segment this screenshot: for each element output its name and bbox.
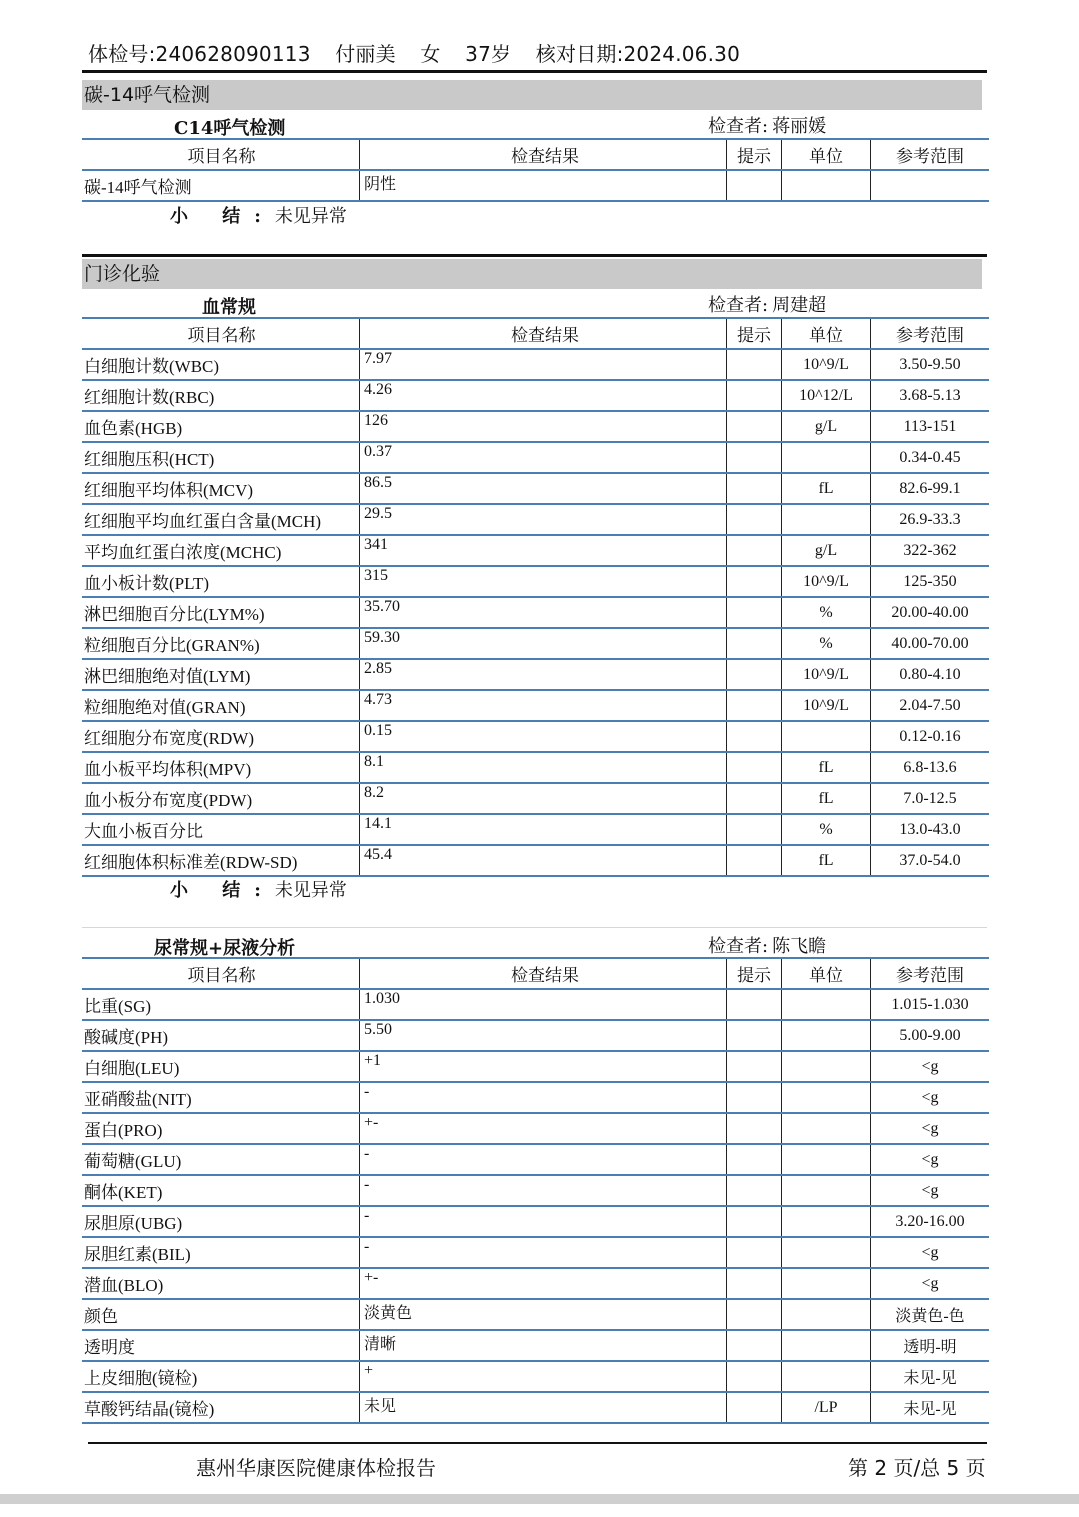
cell-unit: fL	[782, 473, 871, 504]
summary-label: 小 结:	[170, 206, 275, 227]
cell-hint	[727, 504, 782, 535]
cell-unit	[782, 1237, 871, 1268]
cell-hint	[727, 349, 782, 380]
c14-checker	[708, 112, 826, 138]
table-row	[82, 814, 989, 845]
cell-result: 35.70	[360, 597, 727, 628]
cell-result: -	[360, 1144, 727, 1175]
col-unit: 单位	[782, 139, 871, 170]
cell-result: 0.15	[360, 721, 727, 752]
footer-divider	[88, 1442, 987, 1444]
cell-range	[871, 170, 990, 201]
table-row	[82, 535, 989, 566]
cell-result: 86.5	[360, 473, 727, 504]
cell-unit	[782, 1268, 871, 1299]
col-result: 检查结果	[360, 318, 727, 349]
summary-label: 小 结:	[170, 880, 275, 901]
col-range: 参考范围	[871, 318, 990, 349]
cell-unit: /LP	[782, 1392, 871, 1423]
cell-hint	[727, 1113, 782, 1144]
table-row	[82, 1144, 989, 1175]
cell-range: 0.80-4.10	[871, 659, 990, 690]
cell-range: 0.12-0.16	[871, 721, 990, 752]
cell-unit: 10^9/L	[782, 349, 871, 380]
cell-hint	[727, 1268, 782, 1299]
section-band-c14: 碳-14呼气检测	[82, 80, 982, 110]
cell-item: 红细胞平均体积(MCV)	[82, 473, 360, 504]
c14-table-body	[82, 170, 989, 201]
cell-result: 45.4	[360, 845, 727, 876]
col-hint: 提示	[727, 318, 782, 349]
col-hint: 提示	[727, 958, 782, 989]
table-row	[82, 1237, 989, 1268]
table-row	[82, 690, 989, 721]
checker-name: 陈飞瞻	[772, 936, 827, 957]
cell-unit: fL	[782, 752, 871, 783]
cell-item: 红细胞体积标准差(RDW-SD)	[82, 845, 360, 876]
urine-checker	[708, 932, 826, 958]
cell-unit: fL	[782, 845, 871, 876]
cell-result: 8.1	[360, 752, 727, 783]
col-result: 检查结果	[360, 958, 727, 989]
cell-hint	[727, 814, 782, 845]
cell-unit: 10^12/L	[782, 380, 871, 411]
table-row	[82, 380, 989, 411]
cell-range: 3.50-9.50	[871, 349, 990, 380]
cell-item: 比重(SG)	[82, 989, 360, 1020]
col-item: 项目名称	[82, 139, 360, 170]
cell-unit: fL	[782, 783, 871, 814]
cell-result: -	[360, 1175, 727, 1206]
cell-item: 蛋白(PRO)	[82, 1113, 360, 1144]
cell-hint	[727, 1020, 782, 1051]
cell-result: +1	[360, 1051, 727, 1082]
table-row	[82, 566, 989, 597]
cell-range: 未见-见	[871, 1361, 990, 1392]
cell-result: 14.1	[360, 814, 727, 845]
c14-table	[82, 138, 989, 202]
cell-result: -	[360, 1082, 727, 1113]
cell-hint	[727, 659, 782, 690]
checker-label: 检查者:	[708, 116, 769, 137]
cell-unit	[782, 721, 871, 752]
cell-range: 113-151	[871, 411, 990, 442]
table-row	[82, 411, 989, 442]
cell-item: 粒细胞绝对值(GRAN)	[82, 690, 360, 721]
cell-item: 草酸钙结晶(镜检)	[82, 1392, 360, 1423]
cell-unit: 10^9/L	[782, 659, 871, 690]
cell-result: 5.50	[360, 1020, 727, 1051]
cell-unit	[782, 1082, 871, 1113]
cell-result: 未见	[360, 1392, 727, 1423]
cell-result: 1.030	[360, 989, 727, 1020]
cell-hint	[727, 170, 782, 201]
cell-unit: %	[782, 597, 871, 628]
cell-unit	[782, 1144, 871, 1175]
cell-result: -	[360, 1206, 727, 1237]
cell-result: 2.85	[360, 659, 727, 690]
cell-range: <g	[871, 1175, 990, 1206]
patient-sex: 女	[420, 42, 441, 66]
cell-result: +-	[360, 1268, 727, 1299]
cell-range: <g	[871, 1268, 990, 1299]
cell-range: <g	[871, 1113, 990, 1144]
cell-hint	[727, 1361, 782, 1392]
cell-item: 尿胆原(UBG)	[82, 1206, 360, 1237]
cell-hint	[727, 1206, 782, 1237]
cell-result: +-	[360, 1113, 727, 1144]
patient-name: 付丽美	[335, 42, 396, 66]
cell-item: 潜血(BLO)	[82, 1268, 360, 1299]
table-row	[82, 1268, 989, 1299]
cell-range: 透明-明	[871, 1330, 990, 1361]
checker-name: 蒋丽媛	[772, 116, 827, 137]
cell-hint	[727, 411, 782, 442]
section-divider-outpatient	[82, 254, 987, 257]
cell-range: 3.68-5.13	[871, 380, 990, 411]
cell-range: 5.00-9.00	[871, 1020, 990, 1051]
col-hint: 提示	[727, 139, 782, 170]
cell-item: 平均血红蛋白浓度(MCHC)	[82, 535, 360, 566]
cell-hint	[727, 1392, 782, 1423]
cell-hint	[727, 535, 782, 566]
c14-summary	[170, 202, 347, 228]
table-row	[82, 1175, 989, 1206]
summary-text: 未见异常	[274, 206, 347, 227]
cell-item: 大血小板百分比	[82, 814, 360, 845]
cell-unit	[782, 1175, 871, 1206]
table-row	[82, 721, 989, 752]
cell-item: 葡萄糖(GLU)	[82, 1144, 360, 1175]
cell-hint	[727, 1299, 782, 1330]
checker-label: 检查者:	[708, 936, 769, 957]
table-row	[82, 1361, 989, 1392]
cell-unit	[782, 1051, 871, 1082]
table-row	[82, 1392, 989, 1423]
cell-result: 淡黄色	[360, 1299, 727, 1330]
cell-unit	[782, 1299, 871, 1330]
cell-hint	[727, 442, 782, 473]
table-row	[82, 1206, 989, 1237]
cell-range: 1.015-1.030	[871, 989, 990, 1020]
table-row	[82, 1020, 989, 1051]
col-range: 参考范围	[871, 958, 990, 989]
footer-page-number: 第 2 页/总 5 页	[848, 1456, 986, 1480]
cell-range: 3.20-16.00	[871, 1206, 990, 1237]
section-band-outpatient: 门诊化验	[82, 259, 982, 289]
table-row	[82, 1299, 989, 1330]
cell-unit	[782, 1206, 871, 1237]
cell-item: 透明度	[82, 1330, 360, 1361]
cell-result: 59.30	[360, 628, 727, 659]
col-unit: 单位	[782, 958, 871, 989]
cell-item: 酮体(KET)	[82, 1175, 360, 1206]
cell-hint	[727, 473, 782, 504]
verify-date: 核对日期:2024.06.30	[535, 42, 741, 66]
table-row	[82, 442, 989, 473]
cell-range: <g	[871, 1237, 990, 1268]
cell-item: 白细胞计数(WBC)	[82, 349, 360, 380]
cell-unit: %	[782, 628, 871, 659]
col-unit: 单位	[782, 318, 871, 349]
table-row	[82, 1082, 989, 1113]
cell-result: 8.2	[360, 783, 727, 814]
cell-result: 0.37	[360, 442, 727, 473]
table-row	[82, 597, 989, 628]
col-item: 项目名称	[82, 318, 360, 349]
cell-result: 清晰	[360, 1330, 727, 1361]
cell-range: <g	[871, 1082, 990, 1113]
cell-range: 26.9-33.3	[871, 504, 990, 535]
urine-table-body	[82, 989, 989, 1423]
cell-item: 上皮细胞(镜检)	[82, 1361, 360, 1392]
cell-unit	[782, 1020, 871, 1051]
cell-range: 未见-见	[871, 1392, 990, 1423]
table-row	[82, 473, 989, 504]
blood-table-body	[82, 349, 989, 876]
table-row	[82, 1113, 989, 1144]
cell-range: <g	[871, 1051, 990, 1082]
urine-divider	[82, 927, 987, 928]
cell-item: 酸碱度(PH)	[82, 1020, 360, 1051]
cell-item: 红细胞压积(HCT)	[82, 442, 360, 473]
cell-result: -	[360, 1237, 727, 1268]
cell-unit: %	[782, 814, 871, 845]
cell-range: 20.00-40.00	[871, 597, 990, 628]
checker-name: 周建超	[772, 295, 827, 316]
cell-unit	[782, 989, 871, 1020]
col-result: 检查结果	[360, 139, 727, 170]
cell-hint	[727, 1051, 782, 1082]
cell-range: 淡黄色-色	[871, 1299, 990, 1330]
cell-item: 颜色	[82, 1299, 360, 1330]
cell-unit: 10^9/L	[782, 566, 871, 597]
cell-hint	[727, 752, 782, 783]
blood-table	[82, 317, 989, 877]
cell-unit: g/L	[782, 535, 871, 566]
table-row	[82, 628, 989, 659]
patient-age: 37岁	[465, 42, 512, 66]
table-row	[82, 752, 989, 783]
cell-item: 白细胞(LEU)	[82, 1051, 360, 1082]
table-row	[82, 170, 989, 201]
cell-range: 125-350	[871, 566, 990, 597]
cell-unit: g/L	[782, 411, 871, 442]
cell-hint	[727, 597, 782, 628]
cell-item: 粒细胞百分比(GRAN%)	[82, 628, 360, 659]
cell-item: 淋巴细胞百分比(LYM%)	[82, 597, 360, 628]
cell-result: 阴性	[360, 170, 727, 201]
blood-summary	[170, 876, 347, 902]
cell-unit	[782, 1113, 871, 1144]
cell-hint	[727, 1175, 782, 1206]
report-header	[88, 38, 758, 67]
cell-range: 13.0-43.0	[871, 814, 990, 845]
cell-item: 红细胞平均血红蛋白含量(MCH)	[82, 504, 360, 535]
cell-hint	[727, 628, 782, 659]
header-divider	[82, 70, 987, 73]
urine-table	[82, 957, 989, 1424]
cell-item: 血小板平均体积(MPV)	[82, 752, 360, 783]
cell-hint	[727, 1144, 782, 1175]
cell-item: 碳-14呼气检测	[82, 170, 360, 201]
cell-range: 37.0-54.0	[871, 845, 990, 876]
exam-number: 体检号:240628090113	[88, 42, 311, 66]
table-row	[82, 845, 989, 876]
cell-hint	[727, 989, 782, 1020]
cell-item: 血小板分布宽度(PDW)	[82, 783, 360, 814]
checker-label: 检查者:	[708, 295, 769, 316]
cell-range: 322-362	[871, 535, 990, 566]
cell-item: 红细胞分布宽度(RDW)	[82, 721, 360, 752]
cell-result: +	[360, 1361, 727, 1392]
table-row	[82, 783, 989, 814]
cell-result: 4.73	[360, 690, 727, 721]
cell-unit	[782, 1330, 871, 1361]
summary-text: 未见异常	[274, 880, 347, 901]
cell-unit	[782, 170, 871, 201]
table-row	[82, 504, 989, 535]
cell-unit: 10^9/L	[782, 690, 871, 721]
cell-hint	[727, 1082, 782, 1113]
table-row	[82, 1330, 989, 1361]
cell-hint	[727, 380, 782, 411]
col-item: 项目名称	[82, 958, 360, 989]
table-row	[82, 989, 989, 1020]
blood-sub-title: 血常规	[202, 297, 256, 318]
table-row	[82, 349, 989, 380]
urine-sub-title: 尿常规+尿液分析	[154, 938, 296, 959]
cell-item: 淋巴细胞绝对值(LYM)	[82, 659, 360, 690]
cell-range: <g	[871, 1144, 990, 1175]
cell-hint	[727, 721, 782, 752]
table-row	[82, 1051, 989, 1082]
cell-hint	[727, 783, 782, 814]
cell-range: 7.0-12.5	[871, 783, 990, 814]
table-row	[82, 659, 989, 690]
blood-checker	[708, 291, 826, 317]
cell-range: 0.34-0.45	[871, 442, 990, 473]
page-bottom-band	[0, 1494, 1079, 1504]
cell-result: 4.26	[360, 380, 727, 411]
cell-unit	[782, 442, 871, 473]
cell-result: 29.5	[360, 504, 727, 535]
cell-result: 315	[360, 566, 727, 597]
cell-result: 7.97	[360, 349, 727, 380]
cell-item: 血色素(HGB)	[82, 411, 360, 442]
c14-sub-title: C14呼气检测	[174, 118, 286, 139]
cell-item: 血小板计数(PLT)	[82, 566, 360, 597]
cell-result: 341	[360, 535, 727, 566]
cell-range: 82.6-99.1	[871, 473, 990, 504]
footer-hospital: 惠州华康医院健康体检报告	[196, 1456, 436, 1480]
cell-hint	[727, 1237, 782, 1268]
cell-hint	[727, 690, 782, 721]
cell-item: 红细胞计数(RBC)	[82, 380, 360, 411]
cell-unit	[782, 504, 871, 535]
col-range: 参考范围	[871, 139, 990, 170]
cell-unit	[782, 1361, 871, 1392]
cell-hint	[727, 1330, 782, 1361]
cell-item: 尿胆红素(BIL)	[82, 1237, 360, 1268]
cell-result: 126	[360, 411, 727, 442]
cell-range: 6.8-13.6	[871, 752, 990, 783]
cell-hint	[727, 566, 782, 597]
cell-range: 40.00-70.00	[871, 628, 990, 659]
cell-range: 2.04-7.50	[871, 690, 990, 721]
cell-hint	[727, 845, 782, 876]
cell-item: 亚硝酸盐(NIT)	[82, 1082, 360, 1113]
